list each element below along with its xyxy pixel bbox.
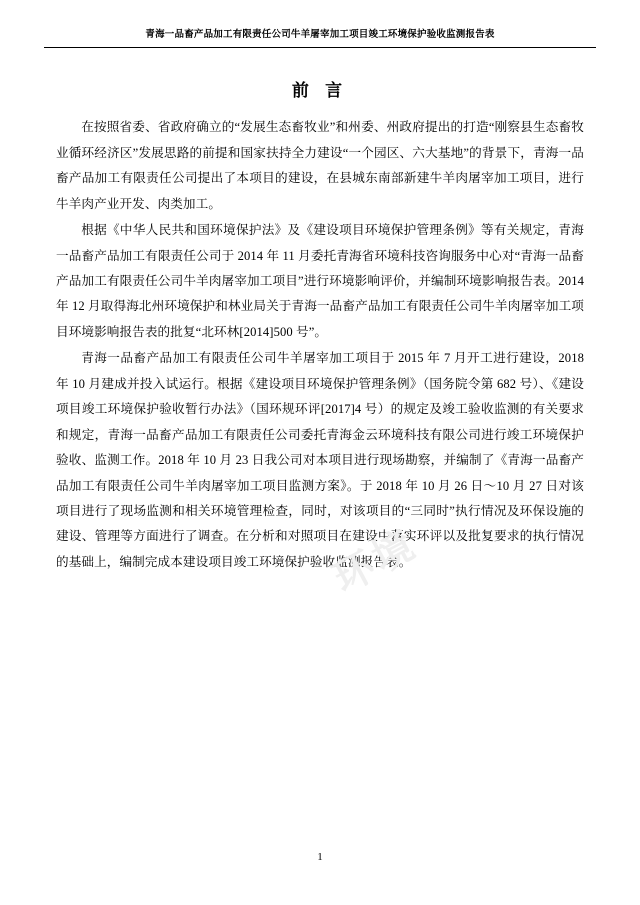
paragraph-2: 根据《中华人民共和国环境保护法》及《建设项目环境保护管理条例》等有关规定，青海一品畜产品加工有限责任公司于 2014 年 11 月委托青海省环境科技咨询服务中心对“青海一品畜产品加工有限责任公司牛羊肉屠宰加工项目”进行环境影响评价，并编制环境影响报告表。2014 年 12 月取得海北州环境保护和林业局关于青海一品畜产品加工有限责任公司牛羊肉屠宰加工项目环境影响报告表的批复“北环林[2014]500 号”。 <box>56 223 584 339</box>
watermark: 环境 <box>325 520 425 602</box>
document-body <box>56 115 584 575</box>
page-header <box>0 0 640 48</box>
header-divider <box>44 47 596 48</box>
paragraph-1: 在按照省委、省政府确立的“发展生态畜牧业”和州委、州政府提出的打造“刚察县生态畜牧业循环经济区”发展思路的前提和国家扶持全力建设“一个园区、六大基地”的背景下，青海一品畜产品加工有限责任公司提出了本项目的建设，在县城东南部新建牛羊肉屠宰加工项目，进行牛羊肉产业开发、肉类加工。 <box>56 120 584 211</box>
header-title: 青海一品畜产品加工有限责任公司牛羊屠宰加工项目竣工环境保护验收监测报告表 <box>145 30 495 40</box>
paragraph-3: 青海一品畜产品加工有限责任公司牛羊屠宰加工项目于 2015 年 7 月开工进行建设，2018 年 10 月建成并投入试运行。根据《建设项目环境保护管理条例》（国务院令第 682 号）、《建设项目竣工环境保护验收暂行办法》（国环规环评[2017]4 号）的规定及竣工验收监测的有关要求和规定，青海一品畜产品加工有限责任公司委托青海金云环境科技有限公司进行竣工环境保护验收、监测工作。2018 年 10 月 23 日我公司对本项目进行现场勘察，并编制了《青海一品畜产品加工有限责任公司牛羊肉屠宰加工项目监测方案》。于 2018 年 10 月 26 日～10 月 27 日对该项目进行了现场监测和相关环境管理检查，同时，对该项目的“三同时”执行情况及环保设施的建设、管理等方面进行了调查。在分析和对照项目在建设中落实环评以及批复要求的执行情况的基础上，编制完成本建设项目竣工环境保护验收监测报告表。 <box>56 351 584 569</box>
page-title: 前 言 <box>291 81 349 101</box>
page-number: 1 <box>317 851 323 863</box>
